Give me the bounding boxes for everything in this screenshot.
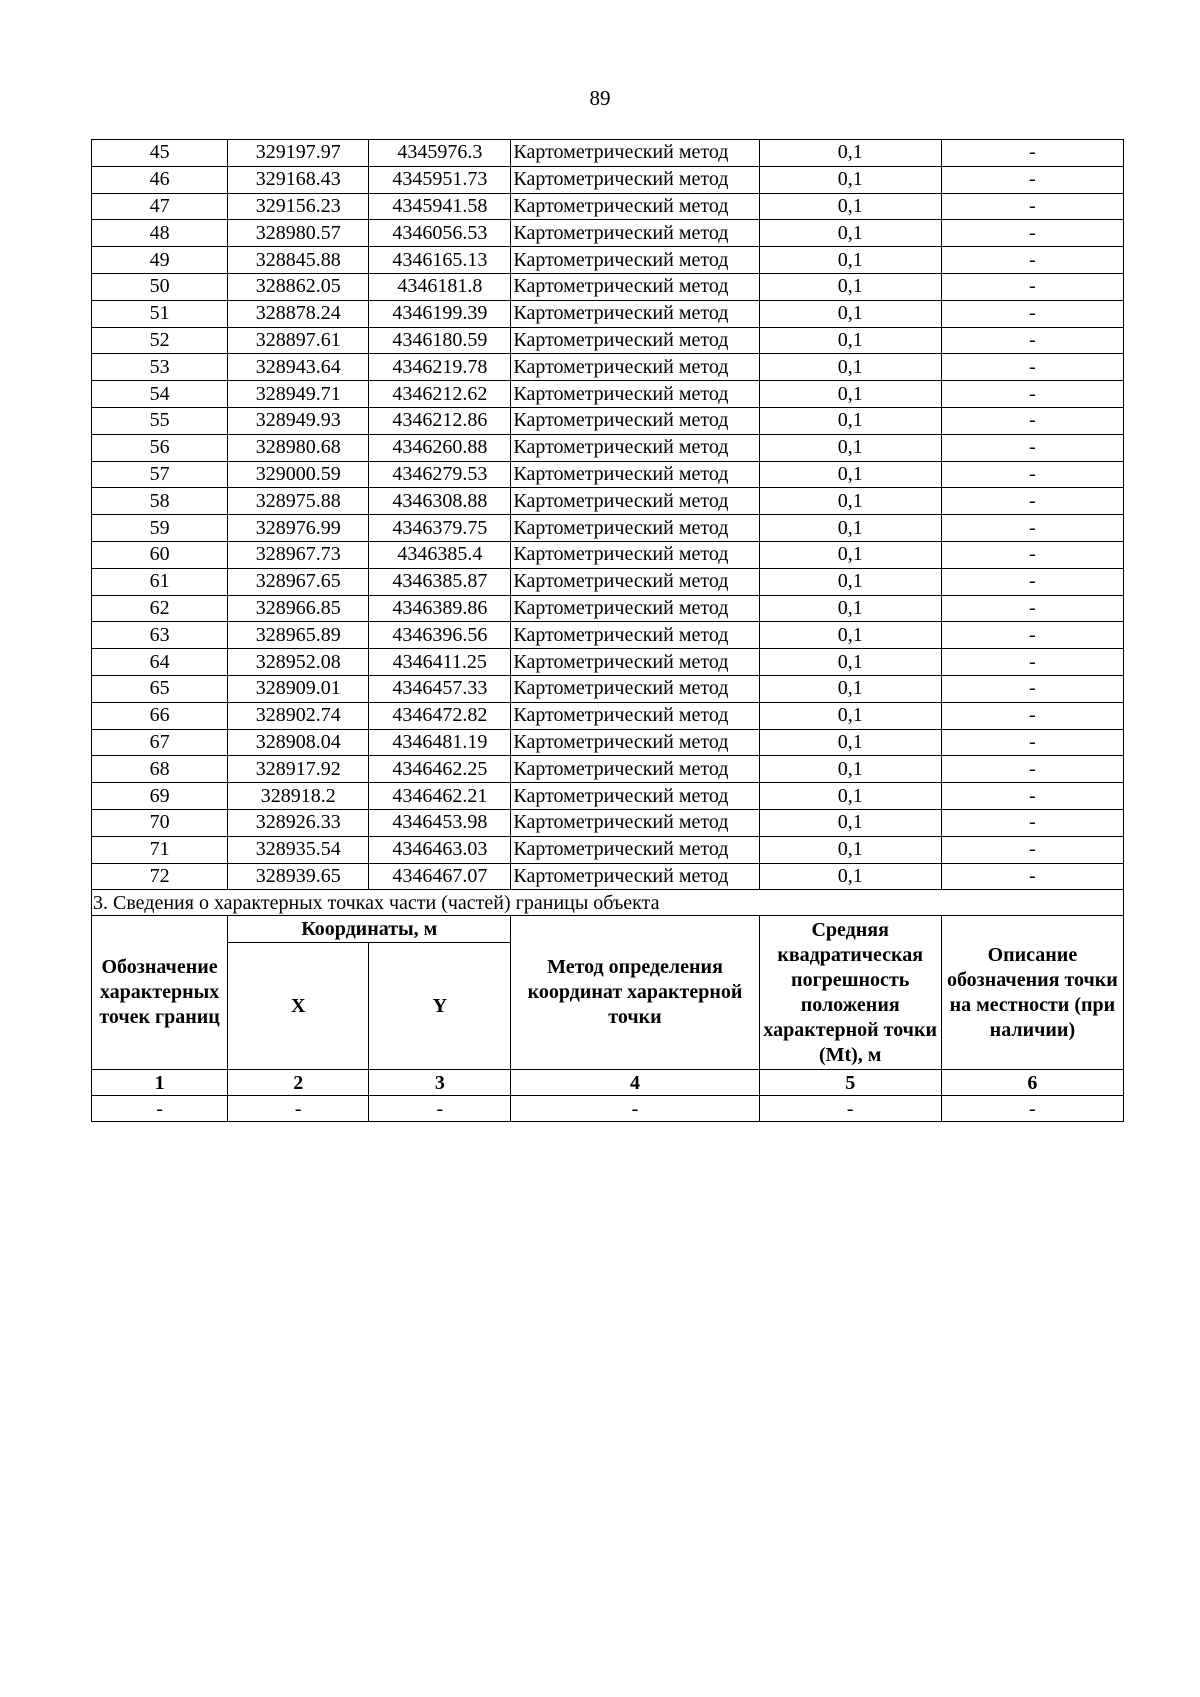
method-cell: Картометрический метод	[511, 488, 759, 515]
x-coordinate-cell: 329197.97	[228, 140, 369, 167]
x-coordinate-cell: 328980.57	[228, 220, 369, 247]
description-cell: -	[941, 568, 1123, 595]
point-number-cell: 68	[92, 756, 228, 783]
y-coordinate-cell: 4346396.56	[369, 622, 511, 649]
header-y: Y	[369, 943, 511, 1070]
x-coordinate-cell: 328926.33	[228, 809, 369, 836]
table-row	[92, 193, 1124, 220]
method-cell: Картометрический метод	[511, 675, 759, 702]
y-coordinate-cell: 4346389.86	[369, 595, 511, 622]
accuracy-cell: 0,1	[759, 541, 941, 568]
section-3-caption: 3. Сведения о характерных точках части (частей) границы объекта	[92, 890, 1124, 916]
y-coordinate-cell: 4346457.33	[369, 675, 511, 702]
table-row	[92, 809, 1124, 836]
description-cell: -	[941, 354, 1123, 381]
section-3-caption-row	[92, 890, 1124, 916]
x-coordinate-cell: 328878.24	[228, 300, 369, 327]
accuracy-cell: 0,1	[759, 515, 941, 542]
description-cell: -	[941, 461, 1123, 488]
section-3-header-row	[92, 916, 1124, 943]
accuracy-cell: 0,1	[759, 702, 941, 729]
description-cell: -	[941, 220, 1123, 247]
empty-cell: -	[511, 1096, 759, 1122]
table-row	[92, 327, 1124, 354]
x-coordinate-cell: 328909.01	[228, 675, 369, 702]
x-coordinate-cell: 328980.68	[228, 434, 369, 461]
x-coordinate-cell: 328897.61	[228, 327, 369, 354]
method-cell: Картометрический метод	[511, 836, 759, 863]
header-x: X	[228, 943, 369, 1070]
table-row	[92, 166, 1124, 193]
description-cell: -	[941, 434, 1123, 461]
header-description: Описание обозначения точки на местности (при наличии)	[941, 916, 1123, 1070]
description-cell: -	[941, 515, 1123, 542]
point-number-cell: 48	[92, 220, 228, 247]
y-coordinate-cell: 4346212.62	[369, 381, 511, 408]
method-cell: Картометрический метод	[511, 354, 759, 381]
point-number-cell: 63	[92, 622, 228, 649]
accuracy-cell: 0,1	[759, 568, 941, 595]
accuracy-cell: 0,1	[759, 488, 941, 515]
accuracy-cell: 0,1	[759, 622, 941, 649]
x-coordinate-cell: 328949.93	[228, 407, 369, 434]
y-coordinate-cell: 4346481.19	[369, 729, 511, 756]
y-coordinate-cell: 4346212.86	[369, 407, 511, 434]
method-cell: Картометрический метод	[511, 327, 759, 354]
column-number: 3	[369, 1070, 511, 1096]
x-coordinate-cell: 328949.71	[228, 381, 369, 408]
point-number-cell: 58	[92, 488, 228, 515]
table-row	[92, 407, 1124, 434]
method-cell: Картометрический метод	[511, 809, 759, 836]
x-coordinate-cell: 329156.23	[228, 193, 369, 220]
method-cell: Картометрический метод	[511, 407, 759, 434]
y-coordinate-cell: 4346219.78	[369, 354, 511, 381]
method-cell: Картометрический метод	[511, 541, 759, 568]
method-cell: Картометрический метод	[511, 166, 759, 193]
x-coordinate-cell: 328965.89	[228, 622, 369, 649]
x-coordinate-cell: 328862.05	[228, 273, 369, 300]
point-number-cell: 55	[92, 407, 228, 434]
point-number-cell: 52	[92, 327, 228, 354]
section-3-empty-row	[92, 1096, 1124, 1122]
point-number-cell: 66	[92, 702, 228, 729]
description-cell: -	[941, 541, 1123, 568]
description-cell: -	[941, 166, 1123, 193]
table-row	[92, 649, 1124, 676]
point-number-cell: 64	[92, 649, 228, 676]
point-number-cell: 50	[92, 273, 228, 300]
point-number-cell: 59	[92, 515, 228, 542]
point-number-cell: 72	[92, 863, 228, 890]
column-number: 2	[228, 1070, 369, 1096]
method-cell: Картометрический метод	[511, 515, 759, 542]
point-number-cell: 53	[92, 354, 228, 381]
y-coordinate-cell: 4346385.4	[369, 541, 511, 568]
method-cell: Картометрический метод	[511, 649, 759, 676]
method-cell: Картометрический метод	[511, 300, 759, 327]
table-row	[92, 863, 1124, 890]
method-cell: Картометрический метод	[511, 863, 759, 890]
x-coordinate-cell: 329000.59	[228, 461, 369, 488]
y-coordinate-cell: 4345976.3	[369, 140, 511, 167]
point-number-cell: 46	[92, 166, 228, 193]
point-number-cell: 56	[92, 434, 228, 461]
method-cell: Картометрический метод	[511, 434, 759, 461]
table-row	[92, 434, 1124, 461]
accuracy-cell: 0,1	[759, 863, 941, 890]
x-coordinate-cell: 328976.99	[228, 515, 369, 542]
y-coordinate-cell: 4346463.03	[369, 836, 511, 863]
accuracy-cell: 0,1	[759, 756, 941, 783]
description-cell: -	[941, 756, 1123, 783]
empty-cell: -	[92, 1096, 228, 1122]
point-number-cell: 70	[92, 809, 228, 836]
point-number-cell: 71	[92, 836, 228, 863]
description-cell: -	[941, 381, 1123, 408]
x-coordinate-cell: 328908.04	[228, 729, 369, 756]
empty-cell: -	[228, 1096, 369, 1122]
description-cell: -	[941, 836, 1123, 863]
table-row	[92, 381, 1124, 408]
accuracy-cell: 0,1	[759, 783, 941, 810]
y-coordinate-cell: 4346411.25	[369, 649, 511, 676]
description-cell: -	[941, 407, 1123, 434]
table-row	[92, 461, 1124, 488]
accuracy-cell: 0,1	[759, 809, 941, 836]
section-3-block	[92, 890, 1124, 1122]
y-coordinate-cell: 4346453.98	[369, 809, 511, 836]
y-coordinate-cell: 4346462.21	[369, 783, 511, 810]
description-cell: -	[941, 193, 1123, 220]
x-coordinate-cell: 328967.73	[228, 541, 369, 568]
table-row	[92, 541, 1124, 568]
header-method: Метод определения координат характерной точки	[511, 916, 759, 1070]
description-cell: -	[941, 729, 1123, 756]
accuracy-cell: 0,1	[759, 193, 941, 220]
description-cell: -	[941, 247, 1123, 274]
empty-cell: -	[941, 1096, 1123, 1122]
point-number-cell: 62	[92, 595, 228, 622]
table-row	[92, 515, 1124, 542]
y-coordinate-cell: 4346260.88	[369, 434, 511, 461]
accuracy-cell: 0,1	[759, 273, 941, 300]
method-cell: Картометрический метод	[511, 783, 759, 810]
table-row	[92, 756, 1124, 783]
x-coordinate-cell: 329168.43	[228, 166, 369, 193]
x-coordinate-cell: 328935.54	[228, 836, 369, 863]
description-cell: -	[941, 327, 1123, 354]
page-number: 89	[589, 86, 611, 110]
method-cell: Картометрический метод	[511, 756, 759, 783]
table-row	[92, 354, 1124, 381]
table-row	[92, 675, 1124, 702]
accuracy-cell: 0,1	[759, 247, 941, 274]
y-coordinate-cell: 4346462.25	[369, 756, 511, 783]
point-number-cell: 51	[92, 300, 228, 327]
method-cell: Картометрический метод	[511, 247, 759, 274]
x-coordinate-cell: 328975.88	[228, 488, 369, 515]
point-number-cell: 61	[92, 568, 228, 595]
table-row	[92, 836, 1124, 863]
description-cell: -	[941, 675, 1123, 702]
accuracy-cell: 0,1	[759, 649, 941, 676]
point-number-cell: 60	[92, 541, 228, 568]
method-cell: Картометрический метод	[511, 193, 759, 220]
y-coordinate-cell: 4345951.73	[369, 166, 511, 193]
method-cell: Картометрический метод	[511, 595, 759, 622]
table-row	[92, 140, 1124, 167]
boundary-points-table	[91, 139, 1124, 1122]
y-coordinate-cell: 4346472.82	[369, 702, 511, 729]
x-coordinate-cell: 328845.88	[228, 247, 369, 274]
method-cell: Картометрический метод	[511, 140, 759, 167]
accuracy-cell: 0,1	[759, 461, 941, 488]
description-cell: -	[941, 702, 1123, 729]
point-number-cell: 69	[92, 783, 228, 810]
y-coordinate-cell: 4346199.39	[369, 300, 511, 327]
y-coordinate-cell: 4346181.8	[369, 273, 511, 300]
x-coordinate-cell: 328943.64	[228, 354, 369, 381]
header-coordinates: Координаты, м	[228, 916, 511, 943]
accuracy-cell: 0,1	[759, 434, 941, 461]
accuracy-cell: 0,1	[759, 354, 941, 381]
header-mt: Средняя квадратическая погрешность положения характерной точки (Mt), м	[759, 916, 941, 1070]
description-cell: -	[941, 140, 1123, 167]
accuracy-cell: 0,1	[759, 140, 941, 167]
x-coordinate-cell: 328902.74	[228, 702, 369, 729]
y-coordinate-cell: 4346056.53	[369, 220, 511, 247]
x-coordinate-cell: 328939.65	[228, 863, 369, 890]
method-cell: Картометрический метод	[511, 702, 759, 729]
description-cell: -	[941, 809, 1123, 836]
table-row	[92, 702, 1124, 729]
point-number-cell: 65	[92, 675, 228, 702]
y-coordinate-cell: 4346308.88	[369, 488, 511, 515]
table-row	[92, 595, 1124, 622]
table-row	[92, 729, 1124, 756]
point-number-cell: 67	[92, 729, 228, 756]
table-row	[92, 273, 1124, 300]
description-cell: -	[941, 488, 1123, 515]
y-coordinate-cell: 4346165.13	[369, 247, 511, 274]
column-number: 5	[759, 1070, 941, 1096]
point-number-cell: 47	[92, 193, 228, 220]
method-cell: Картометрический метод	[511, 568, 759, 595]
table-row	[92, 568, 1124, 595]
method-cell: Картометрический метод	[511, 273, 759, 300]
description-cell: -	[941, 783, 1123, 810]
description-cell: -	[941, 863, 1123, 890]
accuracy-cell: 0,1	[759, 220, 941, 247]
x-coordinate-cell: 328952.08	[228, 649, 369, 676]
x-coordinate-cell: 328917.92	[228, 756, 369, 783]
table-row	[92, 622, 1124, 649]
accuracy-cell: 0,1	[759, 595, 941, 622]
description-cell: -	[941, 595, 1123, 622]
column-number-row	[92, 1070, 1124, 1096]
method-cell: Картометрический метод	[511, 461, 759, 488]
column-number: 1	[92, 1070, 228, 1096]
method-cell: Картометрический метод	[511, 381, 759, 408]
column-number: 4	[511, 1070, 759, 1096]
method-cell: Картометрический метод	[511, 622, 759, 649]
header-point-designation: Обозначение характерных точек границ	[92, 916, 228, 1070]
accuracy-cell: 0,1	[759, 300, 941, 327]
table-row	[92, 247, 1124, 274]
description-cell: -	[941, 300, 1123, 327]
table-row	[92, 783, 1124, 810]
accuracy-cell: 0,1	[759, 381, 941, 408]
point-number-cell: 45	[92, 140, 228, 167]
y-coordinate-cell: 4346467.07	[369, 863, 511, 890]
empty-cell: -	[759, 1096, 941, 1122]
table-row	[92, 220, 1124, 247]
y-coordinate-cell: 4346180.59	[369, 327, 511, 354]
method-cell: Картометрический метод	[511, 729, 759, 756]
table-row	[92, 488, 1124, 515]
description-cell: -	[941, 649, 1123, 676]
accuracy-cell: 0,1	[759, 166, 941, 193]
accuracy-cell: 0,1	[759, 327, 941, 354]
accuracy-cell: 0,1	[759, 675, 941, 702]
empty-cell: -	[369, 1096, 511, 1122]
accuracy-cell: 0,1	[759, 407, 941, 434]
method-cell: Картометрический метод	[511, 220, 759, 247]
y-coordinate-cell: 4345941.58	[369, 193, 511, 220]
column-number: 6	[941, 1070, 1123, 1096]
y-coordinate-cell: 4346385.87	[369, 568, 511, 595]
x-coordinate-cell: 328918.2	[228, 783, 369, 810]
description-cell: -	[941, 622, 1123, 649]
point-number-cell: 54	[92, 381, 228, 408]
y-coordinate-cell: 4346279.53	[369, 461, 511, 488]
points-table-body	[92, 140, 1124, 890]
description-cell: -	[941, 273, 1123, 300]
table-row	[92, 300, 1124, 327]
x-coordinate-cell: 328966.85	[228, 595, 369, 622]
point-number-cell: 49	[92, 247, 228, 274]
x-coordinate-cell: 328967.65	[228, 568, 369, 595]
accuracy-cell: 0,1	[759, 836, 941, 863]
point-number-cell: 57	[92, 461, 228, 488]
accuracy-cell: 0,1	[759, 729, 941, 756]
y-coordinate-cell: 4346379.75	[369, 515, 511, 542]
